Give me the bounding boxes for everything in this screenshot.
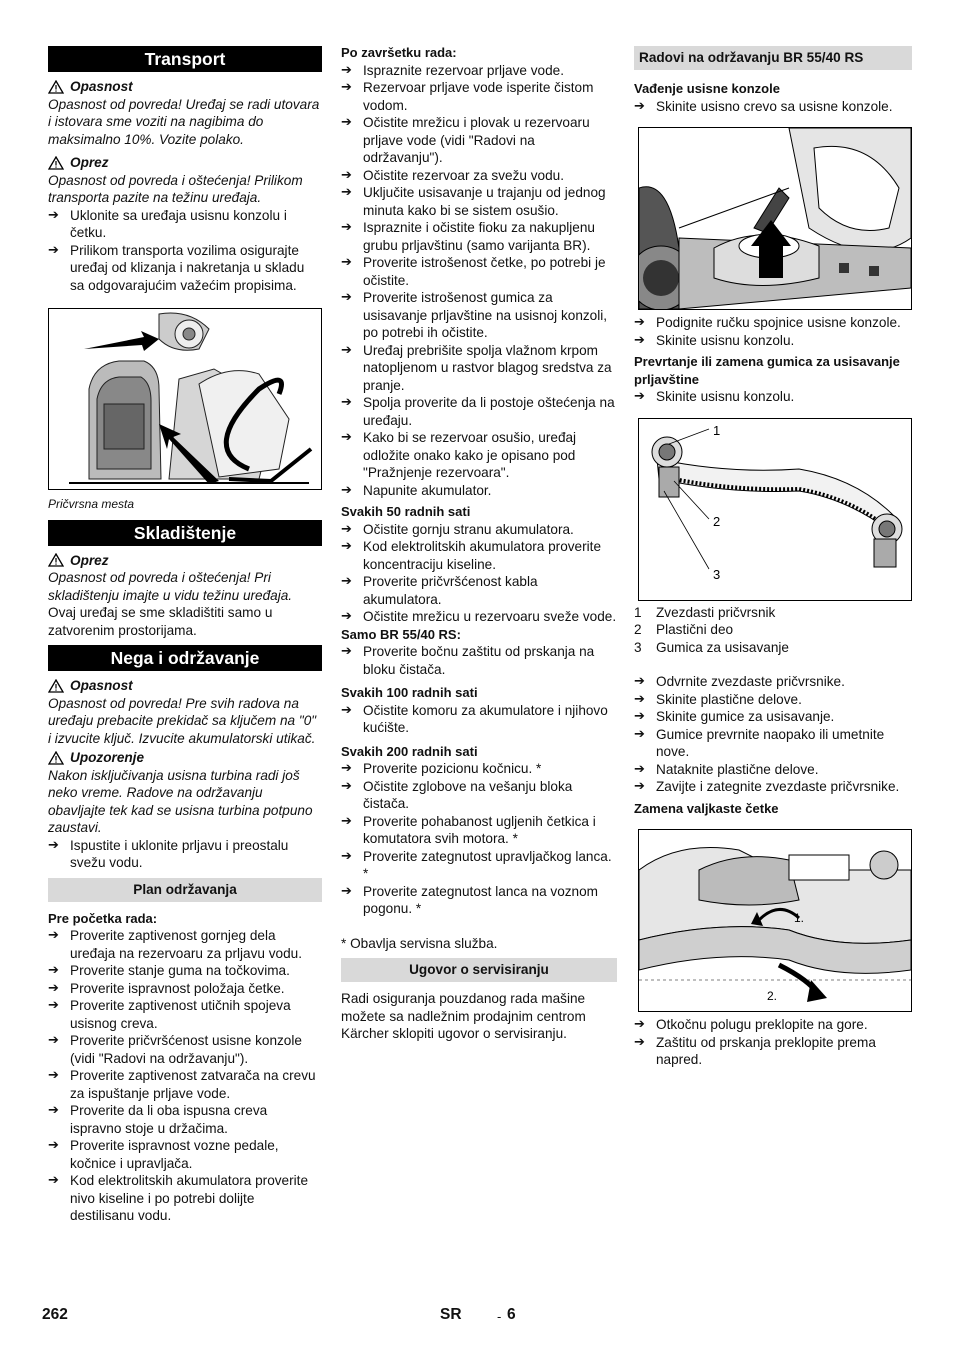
removal-title: Vađenje usisne konzole xyxy=(634,81,780,96)
removal-steps xyxy=(634,98,912,116)
list-item: ➔ Proverite bočnu zaštitu od prskanja na bloku čistača. xyxy=(341,643,617,678)
list-item: ➔ Nataknite plastične delove. xyxy=(634,761,912,779)
brush-title: Zamena valjkaste četke xyxy=(634,800,779,816)
legend-number: 2 xyxy=(634,622,642,637)
plan-rs-list xyxy=(341,643,617,678)
removal-steps-2 xyxy=(634,314,912,349)
machine-illustration xyxy=(49,309,321,489)
list-item: ➔ Kod elektrolitskih akumulatora proverite koncentraciju kiseline. xyxy=(341,538,617,573)
list-item: ➔ Očistite mrežicu u rezervoaru sveže vode. xyxy=(341,608,617,626)
suction-console-illustration xyxy=(639,128,911,309)
warning-triangle-icon xyxy=(48,553,64,567)
figure-roller-brush xyxy=(638,829,912,1012)
list-item: ➔ Zaštitu od prskanja preklopite prema napred. xyxy=(634,1034,912,1069)
section-title-transport: Transport xyxy=(48,46,322,72)
list-item: ➔ Proverite pričvršćenost kabla akumulatora. xyxy=(341,573,617,608)
list-item: ➔ Proverite zaptivenost utičnih spojeva usisnog creva. xyxy=(48,997,322,1032)
column-left xyxy=(48,44,322,1225)
list-item: ➔ Ispraznite rezervoar prljave vode. xyxy=(341,62,617,80)
rubber-steps-2 xyxy=(634,673,912,796)
warning-label: Opasnost xyxy=(70,79,133,94)
list-item: ➔ Prilikom transporta vozilima osigurajte uređaj od klizanja i nakretanja u skladu sa odgovarajućim važećim propisima. xyxy=(48,242,322,295)
list-item: ➔ Napunite akumulator. xyxy=(341,482,617,500)
column-right xyxy=(634,44,912,1069)
list-item: ➔ Proverite stanje guma na točkovima. xyxy=(48,962,322,980)
footer-dash: - xyxy=(497,1309,502,1324)
plan-100h-list xyxy=(341,702,617,737)
list-item: ➔ Ispustite i uklonite prljavu i preostalu svežu vodu. xyxy=(48,837,322,872)
page-number: 262 xyxy=(42,1306,68,1323)
list-item: ➔ Uklonite sa uređaja usisnu konzolu i četku. xyxy=(48,207,322,242)
plan-50h-list xyxy=(341,521,617,626)
list-item: ➔ Očistite mrežicu i plovak u rezervoaru prljave vode (vidi "Radovi na održavanju"). xyxy=(341,114,617,167)
list-item: ➔ Proverite istrošenost gumica za usisavanje prljavštine na usisnoj konzoli, po potrebi ih očistite. xyxy=(341,289,617,342)
warning-text: Opasnost od povreda! Pre svih radova na uređaju prebacite prekidač sa ključem na "0" i izvucite ključ. Izvucite akumulatorski utikač. xyxy=(48,695,317,746)
plan-rs-title: Samo BR 55/40 RS: xyxy=(341,626,461,642)
plan-200h-list xyxy=(341,760,617,918)
warning-label: Oprez xyxy=(70,552,109,568)
legend-item xyxy=(634,621,912,639)
list-item: ➔ Uključite usisavanje u trajanju od jednog minuta kako bi se sistem osušio. xyxy=(341,184,617,219)
list-item: ➔ Proverite zaptivenost gornjeg dela uređaja na rezervoaru za prljavu vodu. xyxy=(48,927,322,962)
list-item: ➔ Ispraznite i očistite fioku za nakupljenu grubu prljavštinu (samo varijanta BR). xyxy=(341,219,617,254)
subsection-title-contract: Ugovor o servisiranju xyxy=(341,958,617,982)
warning-triangle-icon xyxy=(48,156,64,170)
column-middle xyxy=(341,44,617,1043)
list-item: ➔ Proverite ispravnost položaja četke. xyxy=(48,980,322,998)
callout-label: 1 xyxy=(713,422,721,438)
warning-label: Oprez xyxy=(70,155,109,170)
brush-steps xyxy=(634,1016,912,1069)
callout-label: 2 xyxy=(713,513,721,529)
plan-before-list xyxy=(48,927,322,1225)
care-steps xyxy=(48,837,322,872)
warning-danger xyxy=(48,78,322,96)
figure-tie-down-points xyxy=(48,308,322,490)
warning-text: Opasnost od povreda! Uređaj se radi utovara i istovara sme voziti na nagibima do maksimalno 10%. Vozite polako. xyxy=(48,96,320,147)
figure-caption: Pričvrsna mesta xyxy=(48,497,135,511)
figure-suction-console xyxy=(638,127,912,310)
plan-200h-title: Svakih 200 radnih sati xyxy=(341,743,478,759)
list-item: ➔ Očistite rezervoar za svežu vodu. xyxy=(341,167,617,185)
legend-item xyxy=(634,639,912,657)
list-item: ➔ Proverite zategnutost upravljačkog lanca. * xyxy=(341,848,617,883)
plan-100h-title: Svakih 100 radnih sati xyxy=(341,685,478,700)
plan-50h-title: Svakih 50 radnih sati xyxy=(341,504,471,519)
plan-after-title: Po završetku rada: xyxy=(341,45,457,60)
list-item: ➔ Rezervoar prljave vode isperite čistom vodom. xyxy=(341,79,617,114)
legend-label: Gumica za usisavanje xyxy=(656,639,789,655)
roller-brush-illustration xyxy=(639,830,911,1011)
rubber-title: Prevrtanje ili zamena gumica za usisavanje prljavštine xyxy=(634,354,900,387)
list-item: ➔ Podignite ručku spojnice usisne konzole. xyxy=(634,314,912,332)
plan-after-list xyxy=(341,62,617,500)
warning-triangle-icon xyxy=(48,80,64,94)
section-page-number: 6 xyxy=(507,1306,516,1323)
warning-label: Opasnost xyxy=(70,678,133,693)
list-item: ➔ Proverite ispravnost vozne pedale, kočnice i upravljača. xyxy=(48,1137,322,1172)
list-item: ➔ Kako bi se rezervoar osušio, uređaj odložite onako kako je opisano pod "Pražnjenje rezervoara". xyxy=(341,429,617,482)
callout-label: 1. xyxy=(794,911,805,925)
list-item: ➔ Uređaj prebrišite spolja vlažnom krpom natopljenom u rastvor blagog sredstva za pranje. xyxy=(341,342,617,395)
subsection-title-plan: Plan održavanja xyxy=(48,878,322,902)
legend-label: Plastični deo xyxy=(656,622,734,637)
legend-item xyxy=(634,604,912,622)
list-item: ➔ Gumice prevrnite naopako ili umetnite nove. xyxy=(634,726,912,761)
warning-triangle-icon xyxy=(48,679,64,693)
storage-text: Ovaj uređaj se sme skladištiti samo u zatvorenim prostorijama. xyxy=(48,605,273,638)
warning-caution xyxy=(48,154,322,172)
list-item: ➔ Proverite pozicionu kočnicu. * xyxy=(341,760,617,778)
warning-notice xyxy=(48,749,322,767)
section-title-storage: Skladištenje xyxy=(48,520,322,546)
warning-danger xyxy=(48,677,322,695)
contract-text: Radi osiguranja pouzdanog rada mašine možete sa nadležnim prodajnim centrom Kärcher sklopiti ugovor o servisiranju. xyxy=(341,991,586,1041)
warning-text: Nakon isključivanja usisna turbina radi još neko vreme. Radove na održavanju obavljajte tek kad se usisna turbina potpuno zaustavi. xyxy=(48,767,313,835)
warning-caution xyxy=(48,552,322,570)
language-code: SR xyxy=(440,1306,462,1323)
list-item: ➔ Proverite da li oba ispusna creva ispravno stoje u držačima. xyxy=(48,1102,322,1137)
squeegee-illustration xyxy=(639,419,911,600)
list-item: ➔ Očistite zglobove na vešanju bloka čistača. xyxy=(341,778,617,813)
warning-text: Opasnost od povreda i oštećenja! Prilikom transporta pazite na težinu uređaja. xyxy=(48,172,303,205)
list-item: ➔ Zavijte i zategnite zvezdaste pričvrsnike. xyxy=(634,778,912,796)
warning-label: Upozorenje xyxy=(70,750,145,765)
warning-text: Opasnost od povreda i oštećenja! Pri skladištenju imajte u vidu težinu uređaja. xyxy=(48,570,293,603)
list-item: ➔ Odvrnite zvezdaste pričvrsnike. xyxy=(634,673,912,691)
list-item: ➔ Kod elektrolitskih akumulatora proverite nivo kiseline i po potrebi dolijte destilisanu vodu. xyxy=(48,1172,322,1225)
list-item: ➔ Otkočnu polugu preklopite na gore. xyxy=(634,1016,912,1034)
list-item: ➔ Spolja proverite da li postoje oštećenja na uređaju. xyxy=(341,394,617,429)
list-item: ➔ Skinite gumice za usisavanje. xyxy=(634,708,912,726)
legend-label: Zvezdasti pričvrsnik xyxy=(656,604,776,620)
section-title-care: Nega i održavanje xyxy=(48,645,322,671)
footnote: * Obavlja servisna služba. xyxy=(341,935,498,951)
transport-steps xyxy=(48,207,322,295)
list-item: ➔ Proverite istrošenost četke, po potrebi je očistite. xyxy=(341,254,617,289)
figure-legend xyxy=(634,604,912,657)
callout-label: 2. xyxy=(767,989,778,1003)
list-item: ➔ Skinite usisnu konzolu. xyxy=(634,332,912,350)
list-item: ➔ Proverite zategnutost lanca na voznom pogonu. * xyxy=(341,883,617,918)
figure-rubber-lips xyxy=(638,418,912,601)
list-item: ➔ Proverite zaptivenost zatvarača na crevu za ispuštanje prljave vode. xyxy=(48,1067,322,1102)
callout-label: 3 xyxy=(713,566,721,582)
warning-triangle-icon xyxy=(48,751,64,765)
list-item: ➔ Očistite gornju stranu akumulatora. xyxy=(341,521,617,539)
plan-before-title: Pre početka rada: xyxy=(48,910,158,926)
rubber-steps xyxy=(634,388,912,406)
list-item: ➔ Skinite plastične delove. xyxy=(634,691,912,709)
list-item: ➔ Proverite pričvršćenost usisne konzole (vidi "Radovi na održavanju"). xyxy=(48,1032,322,1067)
legend-number: 3 xyxy=(634,639,642,655)
list-item: ➔ Skinite usisno crevo sa usisne konzole. xyxy=(634,98,912,116)
list-item: ➔ Proverite pohabanost ugljenih četkica i komutatora svih motora. * xyxy=(341,813,617,848)
list-item: ➔ Očistite komoru za akumulatore i njihovo kućište. xyxy=(341,702,617,737)
list-item: ➔ Skinite usisnu konzolu. xyxy=(634,388,912,406)
subsection-title-maintenance: Radovi na održavanju BR 55/40 RS xyxy=(634,46,912,70)
legend-number: 1 xyxy=(634,604,642,620)
